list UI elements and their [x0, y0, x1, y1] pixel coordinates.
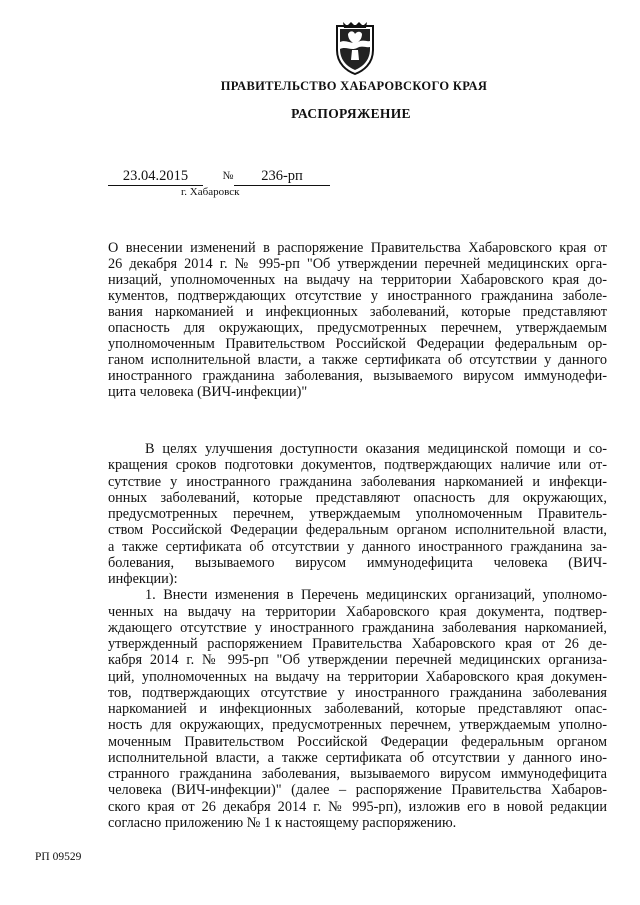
- body-line: ством Российской Федерации федеральным органом исполнительной власти,: [108, 522, 607, 539]
- document-type: РАСПОРЯЖЕНИЕ: [291, 106, 411, 121]
- heading-line: низаций, уполномоченных на выдачу на территории Хабаровского края до-: [108, 272, 607, 288]
- body-line: онных заболеваний, которые представляют опасность для окружающих,: [108, 489, 607, 506]
- city-label: г. Хабаровск: [181, 186, 240, 198]
- heading-line: О внесении изменений в распоряжение Правительства Хабаровского края от: [108, 240, 607, 256]
- heading-line: вания наркоманией и инфекционных заболеваний, которые представляют: [108, 304, 607, 320]
- body-line: странного гражданина заболевания, вызываемого вирусом иммунодефицита: [108, 766, 607, 783]
- heading-line: иностранного гражданина заболевания, вызываемого вирусом иммунодефи-: [108, 368, 607, 384]
- government-title: ПРАВИТЕЛЬСТВО ХАБАРОВСКОГО КРАЯ: [220, 79, 488, 93]
- document-number: 236-рп: [234, 168, 330, 186]
- body-line: предусмотренных перечнем, утверждаемым уполномоченным Правитель-: [108, 506, 607, 523]
- body-line: наркоманией и инфекционных заболеваний, которые представляют опас-: [108, 701, 607, 718]
- khabarovsk-coat-of-arms-icon: [331, 20, 379, 76]
- body-line: а также сертификата об отсутствии у данного иностранного гражданина за-: [108, 538, 607, 555]
- body-line: тов, подтверждающих отсутствие у иностранного гражданина заболевания: [108, 684, 607, 701]
- body-line: кабря 2014 г. № 995-рп "Об утверждении перечней медицинских организа-: [108, 652, 607, 669]
- body-line: человека (ВИЧ-инфекции)" (далее – распоряжение Правительства Хабаров-: [108, 782, 607, 799]
- body-line: 1. Внести изменения в Перечень медицинских организаций, уполномо-: [145, 587, 607, 604]
- document-date: 23.04.2015: [108, 168, 203, 186]
- body-line: ность для окружающих, предусмотренных перечнем, утверждаемым уполно-: [108, 717, 607, 734]
- body-line: утвержденный распоряжением Правительства Хабаровского края от 26 де-: [108, 636, 607, 653]
- heading-line: ганом исполнительной власти, а также сертификата об отсутствии у данного: [108, 352, 607, 368]
- heading-line: 26 декабря 2014 г. № 995-рп "Об утверждении перечней медицинских орга-: [108, 256, 607, 272]
- body-line: ченных на выдачу на территории Хабаровского края документа, подтвер-: [108, 603, 607, 620]
- body-line: моченным Правительством Российской Федерации федеральным органом: [108, 733, 607, 750]
- heading-line: кументов, подтверждающих отсутствие у иностранного гражданина заболе-: [108, 288, 607, 304]
- body-line: ждающего отсутствие у иностранного гражданина заболевания наркоманией,: [108, 619, 607, 636]
- body-line: ского края от 26 декабря 2014 г. № 995-рп), изложив его в новой редакции: [108, 798, 607, 815]
- body-line: согласно приложению № 1 к настоящему распоряжению.: [108, 815, 457, 831]
- body-line: ций, уполномоченных на выдачу на территории Хабаровского края докумен-: [108, 668, 607, 685]
- heading-line: уполномоченным Правительством Российской Федерации федеральным ор-: [108, 336, 607, 352]
- body-line: исполнительной власти, а также сертификата об отсутствии у данного ино-: [108, 749, 607, 766]
- body-line: сутствие у иностранного гражданина заболевания наркоманией и инфекци-: [108, 473, 607, 490]
- body-line: болевания, вызываемого вирусом иммунодефицита человека (ВИЧ-: [108, 554, 607, 571]
- body-line: В целях улучшения доступности оказания медицинской помощи и со-: [145, 441, 607, 457]
- body-line: инфекции):: [108, 571, 178, 588]
- registration-number: РП 09529: [35, 851, 82, 863]
- number-sign: №: [222, 170, 234, 182]
- heading-line: опасность для окружающих, предусмотренных перечнем, утверждаемым: [108, 320, 607, 336]
- body-line: кращения сроков подготовки документов, подтверждающих наличие или от-: [108, 457, 607, 474]
- heading-line: цита человека (ВИЧ-инфекции)": [108, 384, 308, 400]
